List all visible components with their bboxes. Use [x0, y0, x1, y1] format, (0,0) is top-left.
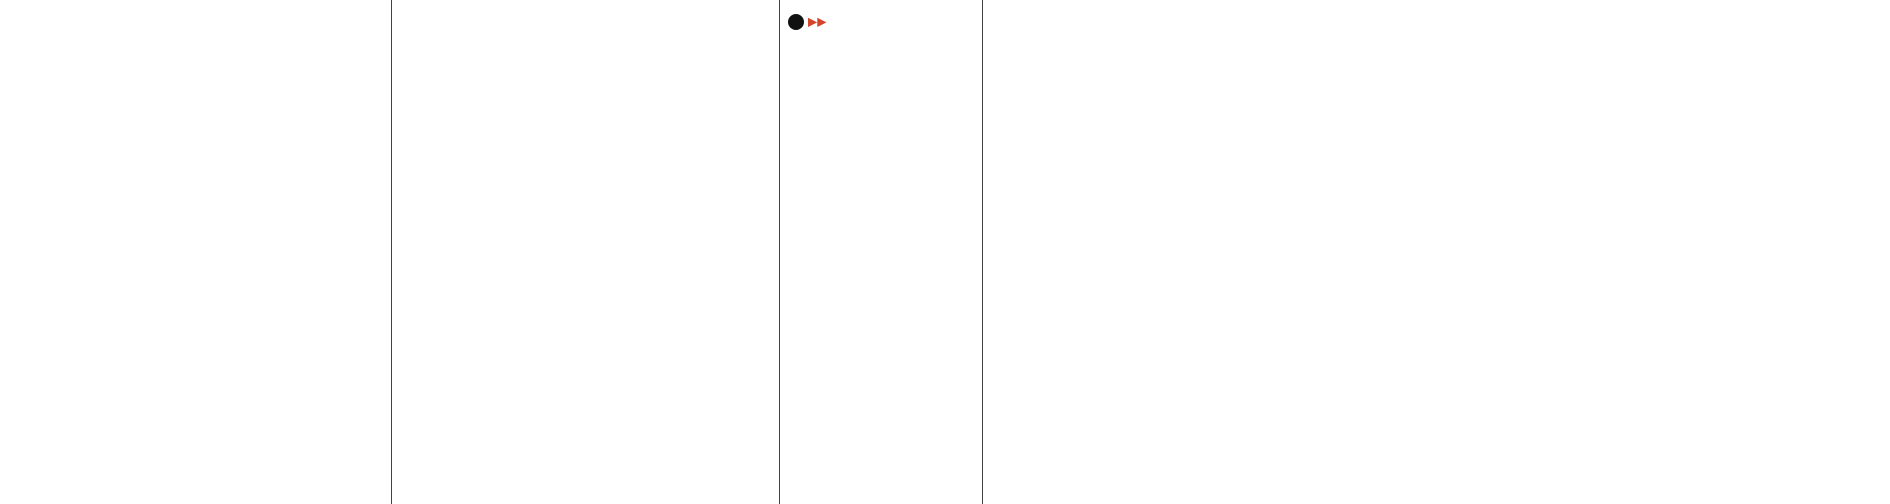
column-2 [398, 0, 770, 504]
col3-para-1 [788, 10, 1180, 33]
article-left-border [982, 0, 983, 504]
column-3 [788, 0, 1180, 504]
column-4 [1194, 0, 1586, 504]
page-marker-badge [788, 14, 804, 30]
column-1 [2, 0, 382, 504]
column-divider [391, 0, 392, 504]
column-divider [779, 0, 780, 504]
double-triangle-icon: ▶▶ [808, 14, 827, 29]
